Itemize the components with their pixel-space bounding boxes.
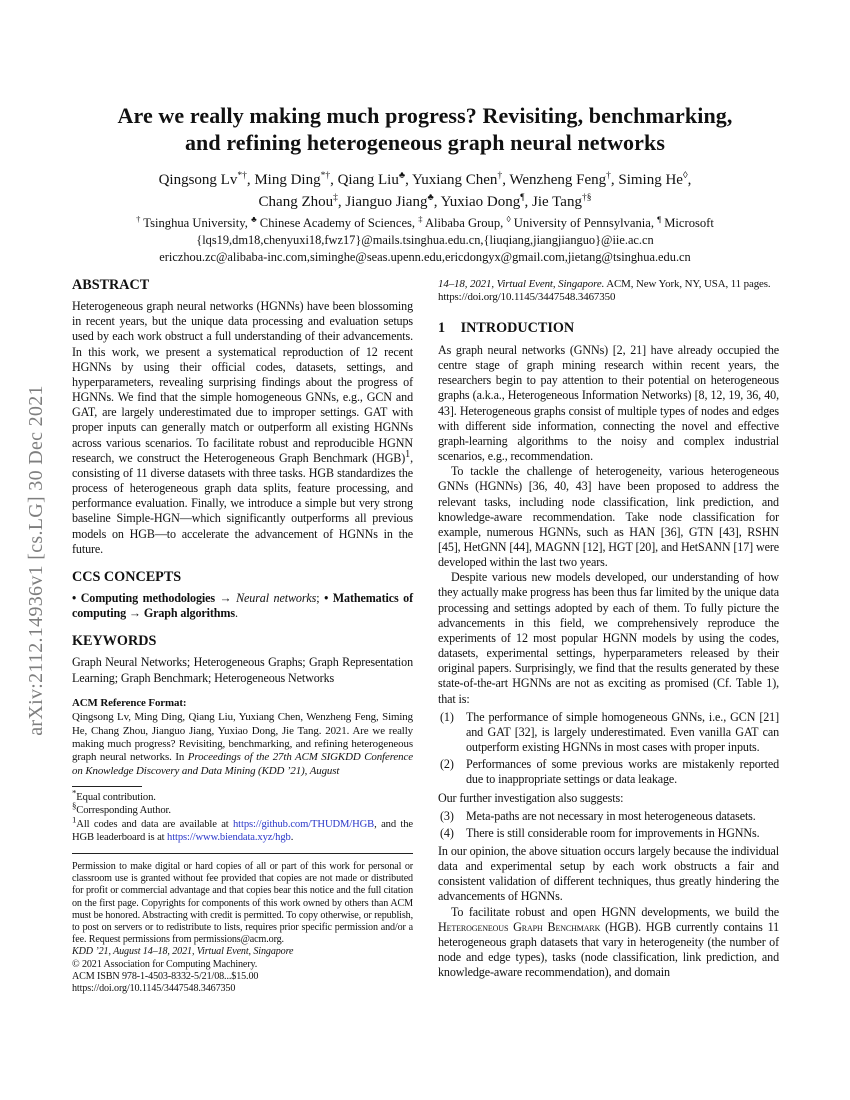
keywords-paragraph: Graph Neural Networks; Heterogeneous Graphs; Graph Representation Learning; Graph Benchmark; Heterogeneous Networks <box>72 655 413 685</box>
intro-paragraph-1: As graph neural networks (GNNs) [2, 21] have already occupied the centre stage of graph mining research within recent years, the researchers begin to pay attention to their potential on heterogeneous graphs (a.k.a., Heterogeneous Information Networks) [8, 12, 19, 36, 40, 43]. Heterogeneous graphs consist of multiple types of nodes and edges with different side information, connecting the novel and effective graph-learning algorithms to the noisy and complex industrial scenarios, e.g., recommendation. <box>438 342 779 464</box>
superscript-marker: ‡ <box>418 213 423 224</box>
intro-heading <box>438 321 779 336</box>
permission-doi: https://doi.org/10.1145/3447548.3467350 <box>72 983 236 995</box>
list-item-4-number: (4) <box>440 825 454 840</box>
footnote-code-availability: $^1$All codes and data are available at https://github.com/THUDM/HGB, and the HGB leaderboard is at https://www.biendata.xyz/hgb. <box>72 814 413 843</box>
list-item-3-number: (3) <box>440 808 454 823</box>
list-item-3-text: Meta-paths are not necessary in most heterogeneous datasets. <box>466 808 756 823</box>
paper-title <box>65 102 785 156</box>
acm-reference-paragraph: Qingsong Lv, Ming Ding, Qiang Liu, Yuxiang Chen, Wenzheng Feng, Siming He, Chang Zhou, Jianguo Jiang, Yuxiao Dong, Jie Tang. 2021. Are we really making much progress? Revisiting, benchmarking, and refining heterogeneous graph neural networks. In Proceedings of the 27th ACM SIGKDD Conference on Knowledge Discovery and Data Mining (KDD ’21), August <box>72 711 413 777</box>
superscript-marker: ¶ <box>520 193 525 203</box>
list-item-2 <box>438 757 779 787</box>
superscript-marker: ¶ <box>657 213 662 224</box>
superscript-marker: †§ <box>581 193 592 203</box>
affiliations-line: † Tsinghua University, ♣ Chinese Academy of Sciences, ‡ Alibaba Group, ◊ University of Pennsylvania, ¶ Microsoft <box>136 213 714 230</box>
footnote-equal-contribution: *Equal contribution. <box>72 787 156 804</box>
permission-copyright: © 2021 Association for Computing Machinery. <box>72 958 258 970</box>
acm-reference-continuation-text: 14–18, 2021, Virtual Event, Singapore. ACM, New York, NY, USA, 11 pages. <box>438 278 771 290</box>
author-block <box>0 169 850 213</box>
superscript-marker: *† <box>237 171 247 181</box>
superscript-marker: † <box>497 171 503 181</box>
superscript-marker: 1 <box>405 448 411 460</box>
permission-conference: KDD ’21, August 14–18, 2021, Virtual Event, Singapore <box>72 946 294 958</box>
permission-block <box>72 853 413 995</box>
arxiv-watermark-text: arXiv:2112.14936v1 [cs.LG] 30 Dec 2021 <box>24 385 47 736</box>
superscript-marker: ◊ <box>682 171 688 181</box>
acm-reference-continuation <box>438 278 779 305</box>
intro-findings-list <box>438 710 779 788</box>
permission-paragraph: Permission to make digital or hard copies of all or part of this work for personal or classroom use is granted without fee provided that copies are not made or distributed for profit or commercial advantage and that copies bear this notice and the full citation on the first page. Copyrights for components of this work owned by others than ACM must be honored. Abstracting with credit is permitted. To copy otherwise, or republish, to post on servers or to redistribute to lists, requires prior specific permission and/or a fee. Request permissions from permissions@acm.org. <box>72 861 413 946</box>
list-item-2-text: Performances of some previous works are mistakenly reported due to inappropriate settings or data leakage. <box>466 757 779 787</box>
intro-paragraph-4: In our opinion, the above situation occurs largely because the individual data and experimental setup by each work obstructs a fair and consistent validation of different techniques, thus greatly hindering the advancements of HGNNs. <box>438 843 779 904</box>
superscript-marker: † <box>606 171 611 181</box>
intro-paragraph-5: To facilitate robust and open HGNN developments, we build the Heterogeneous Graph Benchmark (HGB). HGB currently contains 11 heterogeneous graph datasets that vary in heterogeneity (the number of node and edge types), tasks (node classification, link prediction, and knowledge-aware recommendation), and domain <box>438 904 779 980</box>
list-item-1-number: (1) <box>440 709 454 724</box>
author-line-1: Qingsong Lv*†, Ming Ding*†, Qiang Liu♣, Yuxiang Chen†, Wenzheng Feng†, Siming He◊, <box>158 171 692 188</box>
superscript-marker: 1 <box>72 814 77 825</box>
acm-reference-doi: https://doi.org/10.1145/3447548.3467350 <box>438 291 616 304</box>
acm-reference-block <box>72 697 413 778</box>
ccs-heading: CCS CONCEPTS <box>72 568 182 585</box>
acm-reference-heading: ACM Reference Format: <box>72 696 187 709</box>
superscript-marker: * <box>72 787 77 798</box>
footnote-rule <box>72 786 142 787</box>
list-item-4-text: There is still considerable room for improvements in HGNNs. <box>466 825 760 840</box>
intro-connector: Our further investigation also suggests: <box>438 790 624 805</box>
abstract-paragraph: Heterogeneous graph neural networks (HGNNs) have been blossoming in recent years, but the unique data processing and evaluation setups used by each work obstruct a full understanding of their advancements. In this work, we present a systematical reproduction of 12 recent HGNNs by using their official codes, datasets, settings, and hyperparameters, revealing surprising findings about the progress of HGNNs. We find that the simple homogeneous GNNs, e.g., GCN and GAT, are largely underestimated due to improper settings. GAT with proper inputs can generally match or outperform all existing HGNNs across various scenarios. To facilitate robust and reproducible HGNN research, we construct the Heterogeneous Graph Benchmark (HGB)$^1$, consisting of 11 diverse datasets with three tasks. HGB standardizes the process of heterogeneous graph data splits, feature processing, and performance evaluation. Finally, we introduce a simple but very strong baseline Simple-HGN—which significantly outperforms all previous models on HGB—to accelerate the advancement of HGNNs in the future. <box>72 299 413 556</box>
left-column-footer <box>72 778 413 995</box>
paper-title-line-2: and refining heterogeneous graph neural networks <box>184 130 666 155</box>
superscript-marker: ♣ <box>398 171 406 181</box>
list-item-2-number: (2) <box>440 757 454 772</box>
arxiv-watermark <box>10 283 62 838</box>
intro-paragraph-2: To tackle the challenge of heterogeneity, various heterogeneous GNNs (HGNNs) [36, 40, 43] have been proposed to address the relevant tasks, including node classification, link prediction, and knowledge-aware recommendation. Take node classification for example, numerous HGNNs, such as HAN [36], GTN [43], RSHN [45], HetGNN [44], MAGNN [12], HGT [20], and HetSANN [17] were developed within the last two years. <box>438 464 779 570</box>
email-line-2: ericzhou.zc@alibaba-inc.com,siminghe@seas.upenn.edu,ericdongyx@gmail.com,jietang@tsinghua.edu.cn <box>159 249 691 264</box>
superscript-marker: ♣ <box>251 213 257 224</box>
superscript-marker: § <box>72 800 77 811</box>
list-item-3 <box>438 809 779 824</box>
intro-suggestions-list <box>438 809 779 841</box>
list-item-1-text: The performance of simple homogeneous GNNs, i.e., GCN [21] and GAT [32], is largely underestimated. Even vanilla GAT can outperform existing HGNNs in most cases with proper inputs. <box>466 709 779 755</box>
superscript-marker: *† <box>320 171 331 181</box>
intro-heading-label: INTRODUCTION <box>460 319 575 336</box>
list-item-4 <box>438 826 779 841</box>
author-line-2: Chang Zhou‡, Jianguo Jiang♣, Yuxiao Dong¶, Jie Tang†§ <box>258 193 592 210</box>
footnote-corresponding-author: §Corresponding Author. <box>72 800 171 817</box>
left-column <box>72 278 413 995</box>
superscript-marker: ◊ <box>506 213 511 224</box>
paper-title-line-1: Are we really making much progress? Revisiting, benchmarking, <box>117 103 733 128</box>
list-item-1 <box>438 710 779 755</box>
superscript-marker: ‡ <box>333 193 338 203</box>
abstract-heading: ABSTRACT <box>72 277 150 293</box>
email-line-1: {lqs19,dm18,chenyuxi18,fwz17}@mails.tsinghua.edu.cn,{liuqiang,jiangjianguo}@iie.ac.cn <box>196 233 654 247</box>
ccs-paragraph: • Computing methodologies → Neural networks; • Mathematics of computing → Graph algorithms. <box>72 590 413 621</box>
superscript-marker: † <box>136 213 141 224</box>
permission-isbn: ACM ISBN 978-1-4503-8332-5/21/08...$15.00 <box>72 970 259 982</box>
external-link[interactable]: https://www.biendata.xyz/hgb <box>167 831 291 843</box>
intro-heading-number: 1 <box>438 319 446 336</box>
keywords-heading: KEYWORDS <box>72 633 157 650</box>
two-column-body <box>72 278 779 995</box>
superscript-marker: ♣ <box>427 193 434 203</box>
paper-header <box>0 0 850 264</box>
external-link[interactable]: https://github.com/THUDM/HGB <box>233 818 375 830</box>
right-column <box>438 278 779 995</box>
intro-paragraph-3: Despite various new models developed, our understanding of how they actually make progress has been thus far limited by the unique data processing and settings adopted by each of them. To fully picture the advancements in this field, we comprehensively reproduce the experiments of 12 most popular HGNN models by using the codes, datasets, experimental settings, hyperparameters released by their original papers. Surprisingly, we find that the results generated by these state-of-the-art HGNNs are not as exciting as promised (Cf. Table 1), that is: <box>438 570 779 706</box>
